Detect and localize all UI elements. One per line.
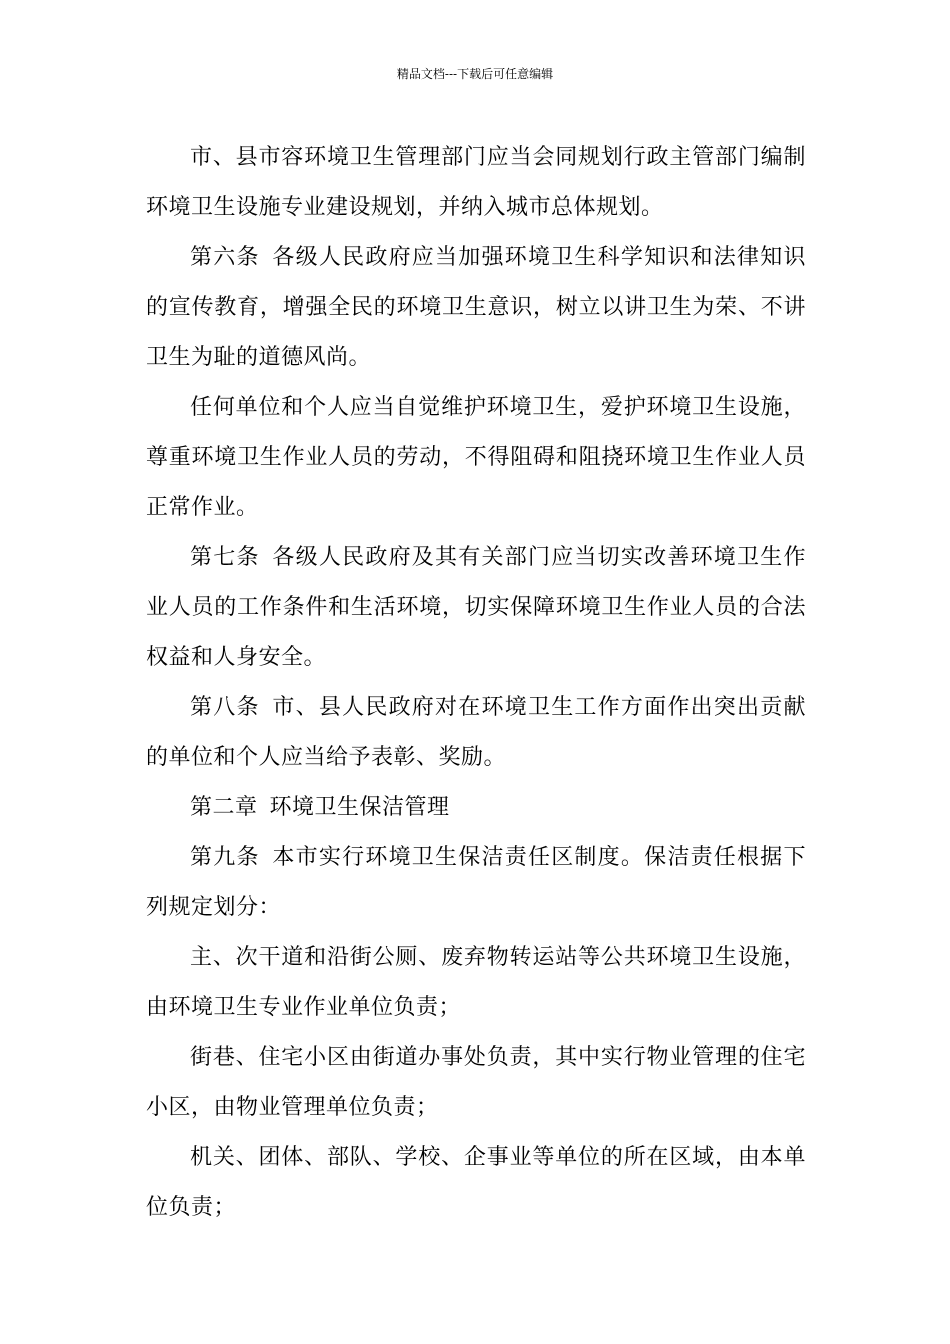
article-paragraph — [146, 533, 806, 683]
chapter-title: 环境卫生保洁管理 — [269, 795, 450, 820]
paragraph-text: 本市实行环境卫生保洁责任区制度。保洁责任根据下列规定划分： — [146, 845, 806, 920]
paragraph-text: 各级人民政府应当加强环境卫生科学知识和法律知识的宣传教育，增强全民的环境卫生意识，树立以讲卫生为荣、不讲卫生为耻的道德风尚。 — [146, 245, 806, 370]
document-body — [146, 133, 806, 1233]
paragraph-text: 街巷、住宅小区由街道办事处负责，其中实行物业管理的住宅小区，由物业管理单位负责； — [146, 1045, 806, 1120]
article-paragraph — [146, 833, 806, 933]
article-label: 第八条 — [190, 695, 260, 720]
paragraph — [146, 383, 806, 533]
paragraph-text: 各级人民政府及其有关部门应当切实改善环境卫生作业人员的工作条件和生活环境，切实保障环境卫生作业人员的合法权益和人身安全。 — [146, 545, 806, 670]
chapter-label: 第二章 — [190, 795, 258, 820]
paragraph-text: 机关、团体、部队、学校、企事业等单位的所在区域，由本单位负责； — [146, 1145, 806, 1220]
paragraph-text: 任何单位和个人应当自觉维护环境卫生，爱护环境卫生设施，尊重环境卫生作业人员的劳动，不得阻碍和阻挠环境卫生作业人员正常作业。 — [146, 395, 806, 520]
page-header: 精品文档---下载后可任意编辑 — [396, 67, 554, 81]
article-label: 第七条 — [190, 545, 260, 570]
chapter-heading — [146, 783, 806, 833]
paragraph — [146, 133, 806, 233]
paragraph — [146, 1033, 806, 1133]
article-label: 第六条 — [190, 245, 260, 270]
article-paragraph — [146, 683, 806, 783]
paragraph — [146, 1133, 806, 1233]
article-label: 第九条 — [190, 845, 260, 870]
paragraph-text: 主、次干道和沿街公厕、废弃物转运站等公共环境卫生设施，由环境卫生专业作业单位负责； — [146, 945, 806, 1020]
paragraph-text: 市、县市容环境卫生管理部门应当会同规划行政主管部门编制环境卫生设施专业建设规划，并纳入城市总体规划。 — [146, 145, 806, 220]
paragraph — [146, 933, 806, 1033]
paragraph-text: 市、县人民政府对在环境卫生工作方面作出突出贡献的单位和个人应当给予表彰、奖励。 — [146, 695, 806, 770]
article-paragraph — [146, 233, 806, 383]
